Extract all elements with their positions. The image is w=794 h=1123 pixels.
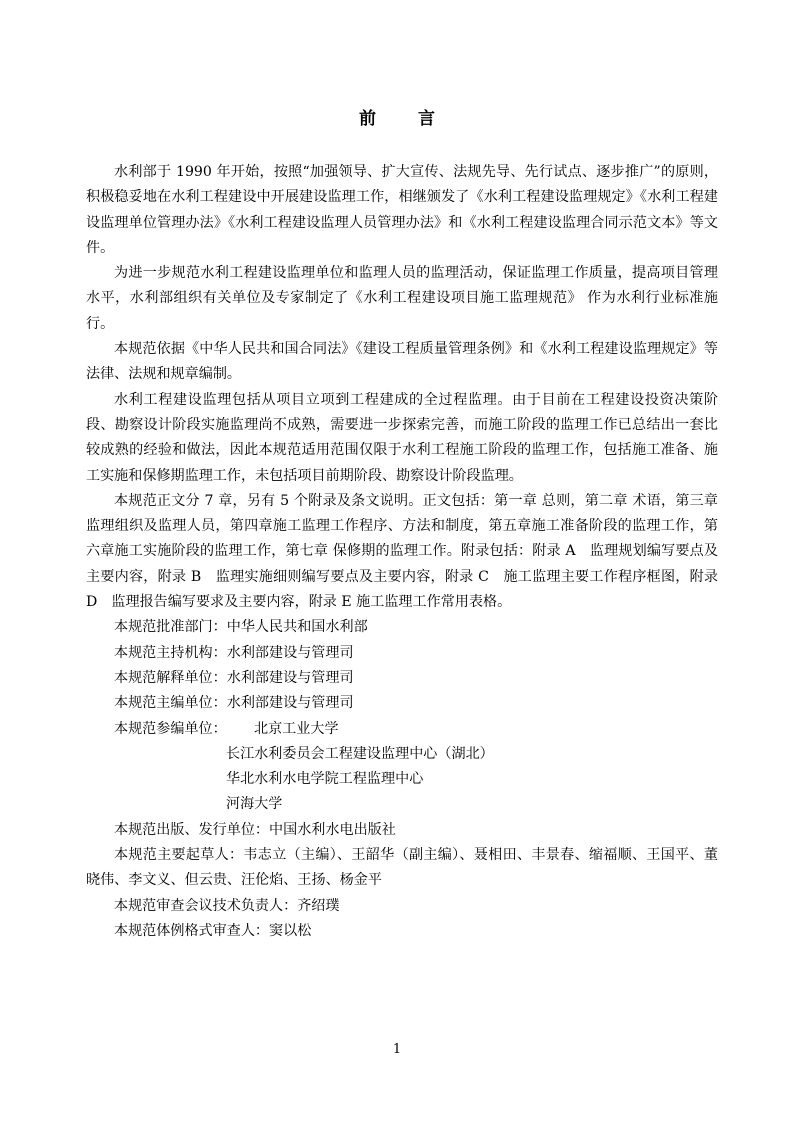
paragraph: 本规范正文分 7 章，另有 5 个附录及条文说明。正文包括：第一章 总则，第二章 术语，第三章 监理组织及监理人员，第四章施工监理工作程序、方法和制度，第五章施工准备阶段的监理工作，第六章施工实施阶段的监理工作，第七章 保修期的监理工作。附录包括：附录 A 监理规划编写要点及主要内容，附录 B 监理实施细则编写要点及主要内容，附录 C 施工监理主要工作程序框图，附录 D 监理报告编写要求及主要内容，附录 E 施工监理工作常用表格。	[86, 492, 718, 611]
paragraph: 水利部于 1990 年开始，按照“加强领导、扩大宣传、法规先导、先行试点、逐步推广”的原则，积极稳妥地在水利工程建设中开展建设监理工作，相继颁发了《水利工程建设监理规定》《水利工程建设监理单位管理办法》《水利工程建设监理人员管理办法》和《水利工程建设监理合同示范文本》等文件。	[86, 164, 718, 256]
paragraph: 水利工程建设监理包括从项目立项到工程建成的全过程监理。由于目前在工程建设投资决策阶段、勘察设计阶段实施监理尚不成熟，需要进一步探索完善，而施工阶段的监理工作已总结出一套比较成熟的经验和做法，因此本规范适用范围仅限于水利工程施工阶段的监理工作，包括施工准备、施工实施和保修期监理工作，未包括项目前期阶段、勘察设计阶段监理。	[86, 391, 718, 484]
participating-unit: 华北水利水电学院工程监理中心	[226, 771, 424, 788]
page-title: 前 言	[359, 109, 453, 129]
format-reviewer: 本规范体例格式审查人：窦以松	[114, 922, 312, 939]
review-technical-lead: 本规范审查会议技术负责人：齐绍璞	[114, 897, 340, 914]
participating-unit: 北京工业大学	[254, 720, 339, 737]
participating-unit: 长江水利委员会工程建设监理中心（湖北）	[226, 745, 494, 762]
publisher: 本规范出版、发行单位：中国水利水电出版社	[114, 821, 396, 838]
participating-units-label: 本规范参编单位：	[114, 720, 227, 737]
page-number: 1	[392, 1042, 402, 1057]
document-body	[86, 160, 718, 944]
paragraph: 为进一步规范水利工程建设监理单位和监理人员的监理活动，保证监理工作质量，提高项目管理水平，水利部组织有关单位及专家制定了《水利工程建设项目施工监理规范》 作为水利行业标准施行。	[86, 265, 718, 332]
chief-editor-unit: 本规范主编单位：水利部建设与管理司	[114, 695, 354, 712]
interpretation-unit: 本规范解释单位：水利部建设与管理司	[114, 669, 354, 686]
host-organization: 本规范主持机构：水利部建设与管理司	[114, 644, 354, 661]
participating-units	[86, 717, 718, 742]
approval-department: 本规范批准部门：中华人民共和国水利部	[114, 619, 368, 636]
main-drafters: 本规范主要起草人：韦志立（主编）、王韶华（副主编）、聂相田、丰景春、缩福顺、王国平、董晓伟、李文义、但云贵、汪伦焰、王扬、杨金平	[86, 847, 718, 889]
paragraph: 本规范依据《中华人民共和国合同法》《建设工程质量管理条例》和《水利工程建设监理规定》等法律、法规和规章编制。	[86, 341, 718, 383]
participating-unit: 河海大学	[226, 796, 283, 813]
